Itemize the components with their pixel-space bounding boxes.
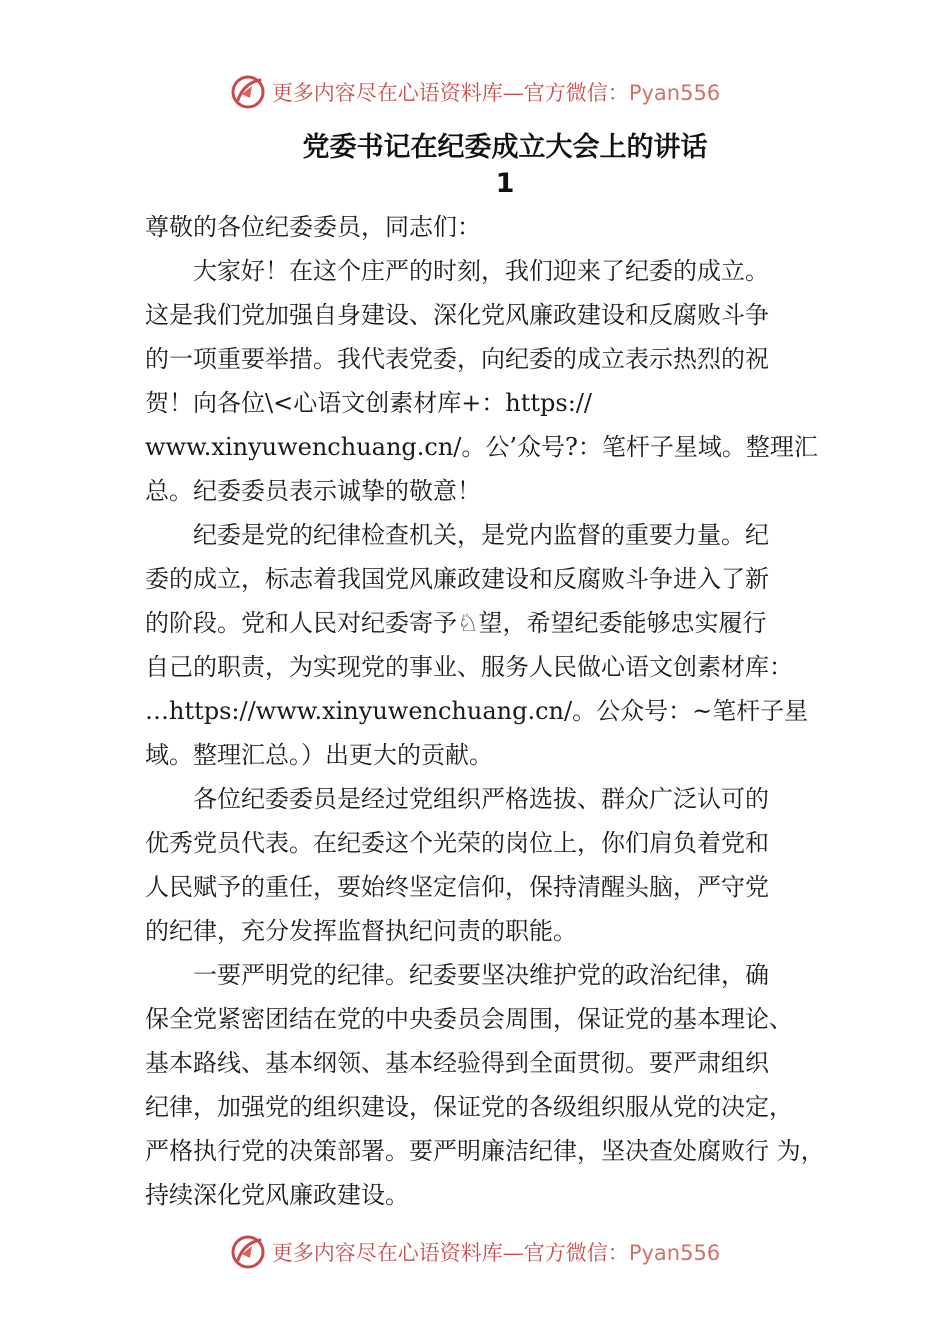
- body-line: 的一项重要举措。我代表党委，向纪委的成立表示热烈的祝: [145, 345, 769, 373]
- footer-banner-handle: Pyan556: [628, 1241, 721, 1265]
- document-title-line1: 党委书记在纪委成立大会上的讲话: [302, 132, 708, 163]
- body-line: 人民赋予的重任，要始终坚定信仰，保持清醒头脑，严守党: [145, 873, 769, 901]
- body-line: 尊敬的各位纪委委员，同志们：: [145, 213, 481, 241]
- footer-banner-text: [272, 1237, 720, 1267]
- body-line: 委的成立，标志着我国党风廉政建设和反腐败斗争进入了新: [145, 565, 769, 593]
- body-line: 域。整理汇总。）出更大的贡献。: [145, 741, 493, 769]
- body-line: 纪委是党的纪律检查机关，是党内监督的重要力量。纪: [193, 521, 769, 549]
- body-line: …https://www.xinyuwenchuang.cn/。公众号：~笔杆子星: [145, 697, 809, 725]
- footer-banner: [0, 1232, 950, 1272]
- body-line: www.xinyuwenchuang.cn/。公’众号?：笔杆子星域。整理汇: [145, 433, 818, 461]
- body-line: 优秀党员代表。在纪委这个光荣的岗位上，你们肩负着党和: [145, 829, 769, 857]
- body-line: 基本路线、基本纲领、基本经验得到全面贯彻。要严肃组织: [145, 1049, 769, 1077]
- document-title: [0, 130, 950, 202]
- header-banner-text: [272, 77, 720, 107]
- body-line: 一要严明党的纪律。纪委要坚决维护党的政治纪律，确: [193, 961, 769, 989]
- footer-banner-label: 更多内容尽在心语资料库—官方微信：: [271, 1241, 629, 1265]
- body-line: 总。纪委委员表示诚挚的敬意！: [145, 477, 481, 505]
- body-line: 的阶段。党和人民对纪委寄予♘望，希望纪委能够忠实履行: [145, 609, 767, 637]
- document-title-line2: 1: [495, 168, 515, 199]
- body-line: 贺！向各位\<心语文创素材库+：https://: [145, 389, 592, 417]
- body-line: 这是我们党加强自身建设、深化党风廉政建设和反腐败斗争: [145, 301, 769, 329]
- body-line: 的纪律，充分发挥监督执纪问责的职能。: [145, 917, 577, 945]
- body-line: 纪律，加强党的组织建设，保证党的各级组织服从党的决定，: [145, 1093, 793, 1121]
- xinyu-logo-icon: [230, 1234, 266, 1270]
- header-banner-handle: Pyan556: [628, 81, 721, 105]
- header-banner-inner: [230, 74, 720, 110]
- header-banner: [0, 72, 950, 112]
- body-line: 大家好！在这个庄严的时刻，我们迎来了纪委的成立。: [193, 257, 769, 285]
- header-banner-label: 更多内容尽在心语资料库—官方微信：: [271, 81, 629, 105]
- xinyu-logo-icon: [230, 74, 266, 110]
- body-line: 保全党紧密团结在党的中央委员会周围，保证党的基本理论、: [145, 1005, 793, 1033]
- document-body: [145, 205, 835, 1217]
- body-line: 持续深化党风廉政建设。: [145, 1181, 409, 1209]
- body-line: 严格执行党的决策部署。要严明廉洁纪律，坚决查处腐败行 为，: [145, 1137, 825, 1165]
- body-line: 自己的职责，为实现党的事业、服务人民做心语文创素材库：: [145, 653, 793, 681]
- footer-banner-inner: [230, 1234, 720, 1270]
- body-line: 各位纪委委员是经过党组织严格选拔、群众广泛认可的: [193, 785, 769, 813]
